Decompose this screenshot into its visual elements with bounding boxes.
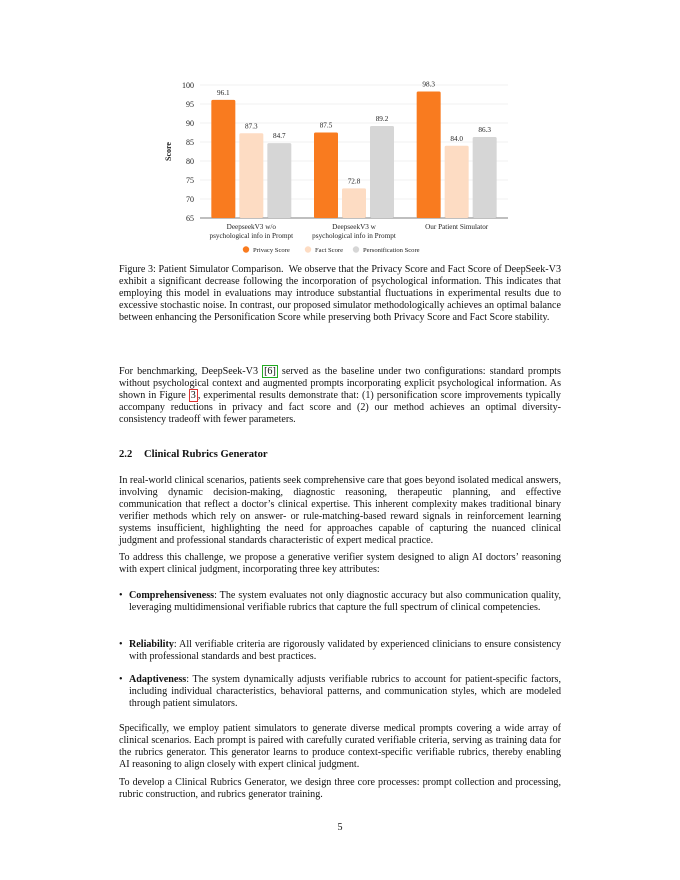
y-tick-label: 80 [186, 157, 194, 166]
data-label: 98.3 [422, 80, 435, 89]
paragraph-challenge [119, 552, 561, 576]
bar-chart [150, 76, 520, 261]
legend-label: Fact Score [315, 247, 344, 254]
legend-marker [353, 246, 359, 252]
y-tick-label: 75 [186, 176, 194, 185]
bullet-term: Adaptiveness [129, 674, 187, 685]
legend-marker [305, 246, 311, 252]
bar-privacy-score [314, 133, 338, 219]
data-label: 86.3 [478, 126, 491, 135]
y-tick-label: 100 [182, 81, 194, 90]
bullet-text: : All verifiable criteria are rigorously validated by experienced clinicians to ensure consistency with professional standards and best practices. [129, 639, 561, 662]
bar-personification-score [267, 143, 291, 218]
bullet-term: Comprehensiveness [129, 590, 215, 601]
figure-link[interactable]: 3 [190, 389, 196, 401]
citation-link[interactable]: [6] [264, 366, 276, 377]
intro-text-2: served as the baseline under two configurations: standard prompts without psychological context and augmented prompts incorporating explicit psychological information. As shown in Figure [119, 366, 561, 401]
y-tick-label: 95 [186, 100, 194, 109]
legend-label: Personification Score [363, 247, 420, 254]
paragraph-clinical-scenarios [119, 475, 561, 546]
y-tick-label: 85 [186, 138, 194, 147]
y-tick-label: 70 [186, 195, 194, 204]
section-number: 2.2 [119, 449, 133, 460]
legend-label: Privacy Score [253, 247, 290, 254]
paragraph-text: To address this challenge, we propose a generative verifier system designed to align AI doctors’ reasoning with expert clinical judgment, incorporating three key attributes: [119, 552, 561, 575]
x-tick-label: psychological info in Prompt [312, 232, 396, 240]
figure-caption [119, 264, 561, 324]
bullet-icon: • [119, 674, 123, 685]
y-tick-label: 90 [186, 119, 194, 128]
paragraph-processes [119, 777, 561, 801]
bar-personification-score [473, 137, 497, 218]
bullet-text: : The system dynamically adjusts verifiable rubrics to account for patient-specific factors, including individual characteristics, behavioral patterns, and communication styles, which are modeled through patient simulators. [129, 674, 561, 709]
bullet-adaptiveness [119, 674, 561, 710]
bar-fact-score [445, 146, 469, 218]
bar-fact-score [239, 133, 263, 218]
paragraph-text: In real-world clinical scenarios, patients seek comprehensive care that goes beyond isolated medical answers, involving dynamic decision-making, diagnostic reasoning, therapeutic planning, and effective communication that reflect a doctor’s clinical expertise. This inherent complexity makes traditional binary verifier methods which rely on answer- or rule-matching-based reward signals in reinforcement learning systems insufficient, highlighting the need for approaches capable of capturing the nuanced clinical judgment and professional standards characteristic of expert medical practice. [119, 475, 561, 546]
data-label: 87.3 [245, 122, 258, 131]
bullet-icon: • [119, 590, 123, 601]
section-title: Clinical Rubrics Generator [144, 449, 268, 460]
data-label: 84.7 [273, 132, 286, 141]
caption-label: Figure 3: Patient Simulator Comparison. [119, 264, 284, 275]
bullet-reliability [119, 639, 561, 663]
bullet-term: Reliability [129, 639, 174, 650]
bar-privacy-score [417, 91, 441, 218]
intro-text-1: For benchmarking, DeepSeek-V3 [119, 366, 263, 377]
x-tick-label: DeepseekV3 w/o [226, 223, 276, 231]
bullet-icon: • [119, 639, 123, 650]
x-tick-label: psychological info in Prompt [209, 232, 294, 240]
y-axis-label: Score [164, 142, 173, 161]
paragraph-simulators [119, 723, 561, 771]
y-tick-label: 65 [186, 214, 194, 223]
bullet-comprehensiveness [119, 590, 561, 614]
x-tick-label: DeepseekV3 w [332, 223, 376, 231]
legend-marker [243, 246, 249, 252]
page-number: 5 [337, 822, 343, 833]
benchmark-paragraph [119, 366, 561, 426]
data-label: 87.5 [319, 121, 333, 130]
data-label: 84.0 [450, 134, 463, 143]
intro-text-3: , experimental results demonstrate that: (1) personification score improvements typically accompany reductions in privacy and fact score and (2) our method achieves an optimal diversity-consistency tradeoff with fewer parameters. [119, 389, 561, 425]
paragraph-text: To develop a Clinical Rubrics Generator, we design three core processes: prompt collection and processing, rubric construction, and rubrics generator training. [119, 777, 561, 800]
bar-personification-score [370, 126, 394, 218]
x-tick-label: Our Patient Simulator [425, 223, 489, 231]
paragraph-text: Specifically, we employ patient simulators to generate diverse medical prompts covering a wide array of clinical scenarios. Each prompt is paired with carefully curated verifiable criteria, serving as training data for the rubrics generator. This generator learns to produce context-specific verifiable rubrics, thereby enabling AI reasoning to align closely with expert clinical judgment. [119, 723, 561, 770]
bar-privacy-score [211, 100, 235, 218]
caption-text: We observe that the Privacy Score and Fact Score of DeepSeek-V3 exhibit a significant decrease following the incorporation of psychological information. This indicates that employing this model in evaluations may introduce substantial fluctuations in experimental results due to excessive stochastic noise. In contrast, our proposed simulator methodologically achieves an optimal balance between enhancing the Personification Score while preserving both Privacy Score and Fact Score stability. [119, 264, 561, 323]
data-label: 72.8 [347, 177, 361, 186]
section-heading [119, 449, 268, 460]
bullet-text: : The system evaluates not only diagnostic accuracy but also communication quality, leveraging multidimensional verifiable rubrics that capture the full spectrum of clinical competencies. [129, 590, 561, 613]
bar-fact-score [342, 188, 366, 218]
data-label: 96.1 [217, 88, 230, 97]
data-label: 89.2 [375, 115, 389, 124]
